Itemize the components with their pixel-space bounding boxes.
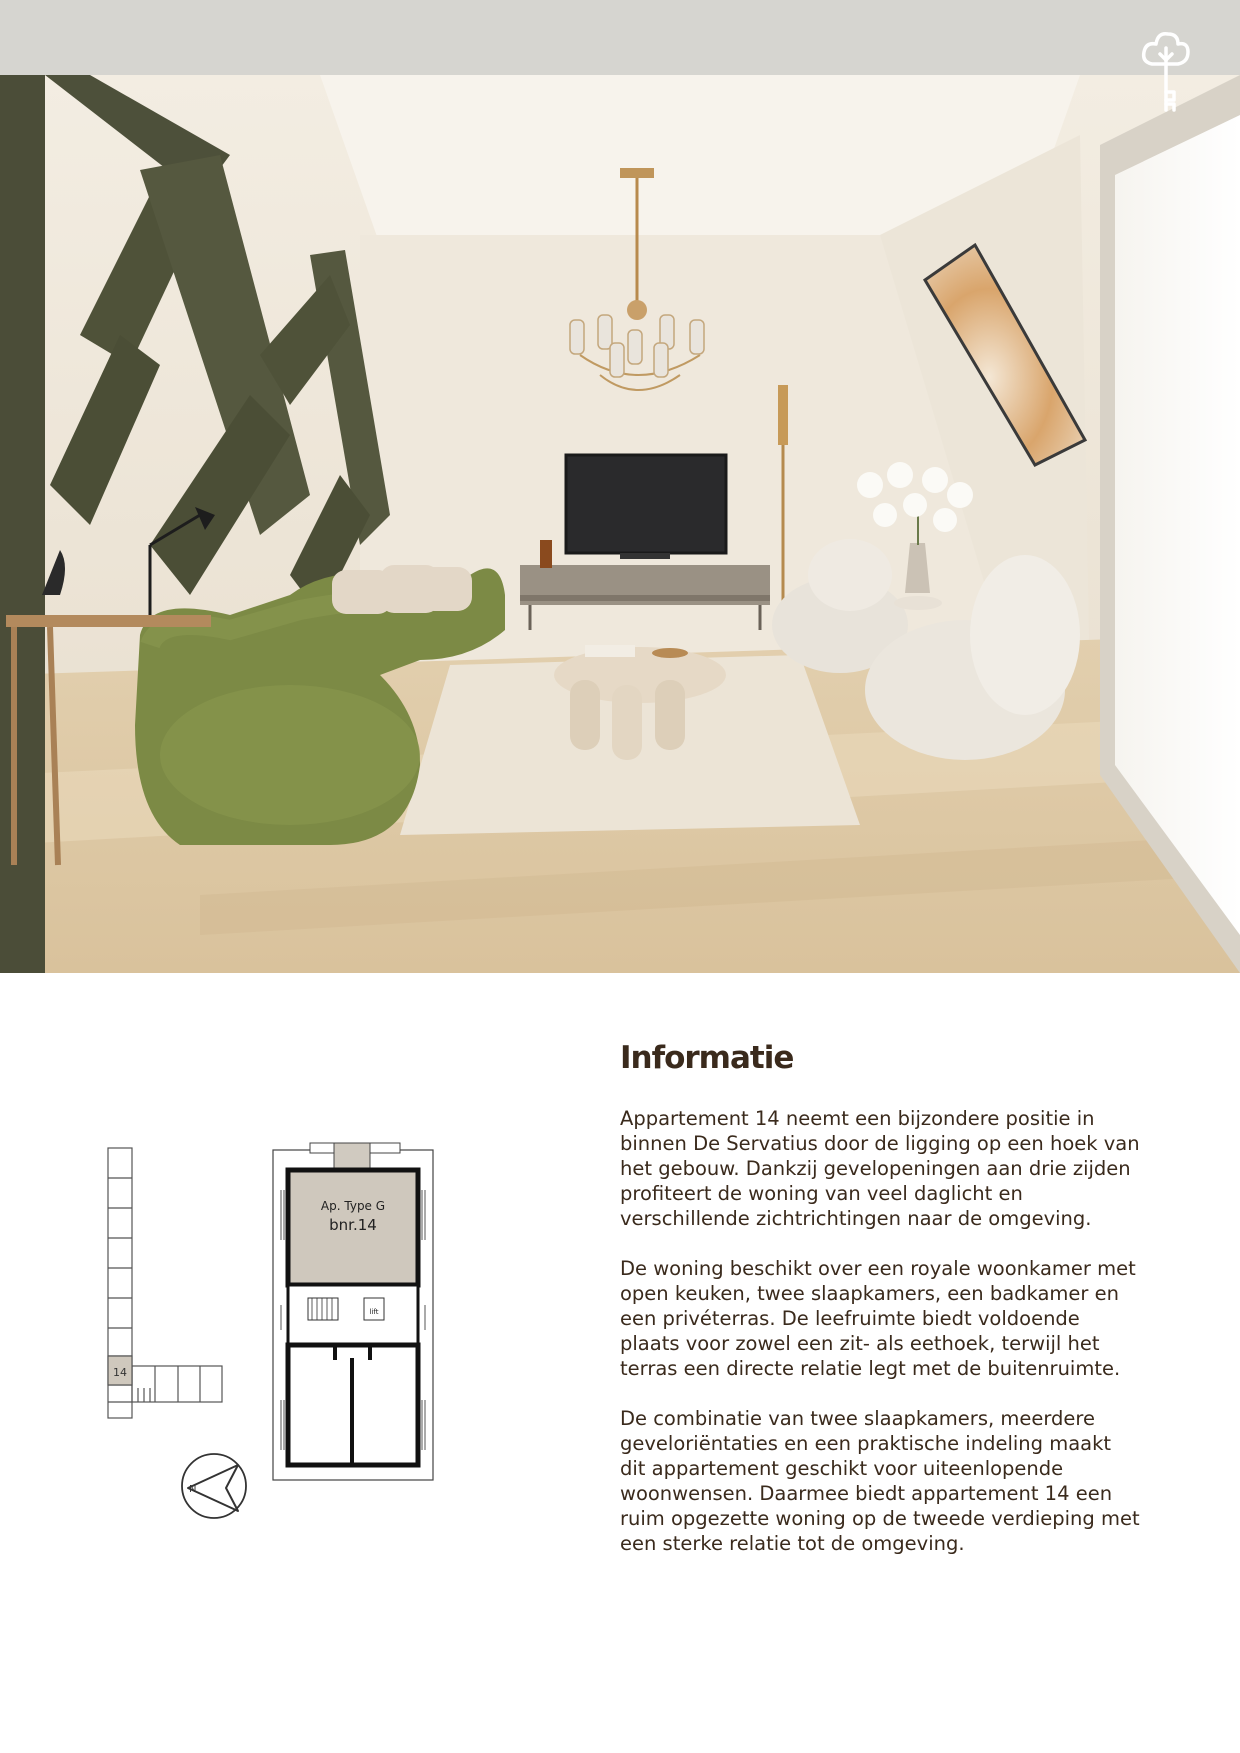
key-plan-unit-label: 14: [113, 1366, 127, 1379]
paragraph-1: Appartement 14 neemt een bijzondere positie in binnen De Servatius door de ligging op een hoek van het gebouw. Dankzij gevelopeningen aan drie zijden profiteert de woning van veel daglicht en verschillende zichtrichtingen naar de omgeving.: [620, 1107, 1140, 1230]
floor-plan: [90, 1130, 450, 1530]
brand-key-logo: [1136, 30, 1196, 114]
paragraph-2: De woning beschikt over een royale woonkamer met open keuken, twee slaapkamers, een badkamer en een privéterras. De leefruimte biedt voldoende plaats voor zowel een zit- als eethoek, terwijl het terras een directe relatie legt met de buitenruimte.: [620, 1257, 1136, 1380]
apartment-type-label: Ap. Type G: [320, 1199, 386, 1213]
apartment-plan: [273, 1143, 433, 1480]
header-band: [0, 0, 1240, 75]
building-number-label: bnr.14: [329, 1216, 377, 1234]
lift-label: lift: [369, 1308, 379, 1316]
paragraph-3: De combinatie van twee slaapkamers, meerdere geveloriëntaties en een praktische indeling maakt dit appartement geschikt voor uiteenlopende woonwensen. Daarmee biedt appartement 14 een ruim opgezette woning op de tweede verdieping met een sterke relatie tot de omgeving.: [620, 1407, 1140, 1555]
compass-icon: [182, 1454, 246, 1518]
compass-north-label: N: [189, 1484, 197, 1495]
information-section: [620, 1040, 1140, 1581]
section-title: Informatie: [620, 1040, 794, 1076]
hero-photo: [0, 75, 1240, 973]
